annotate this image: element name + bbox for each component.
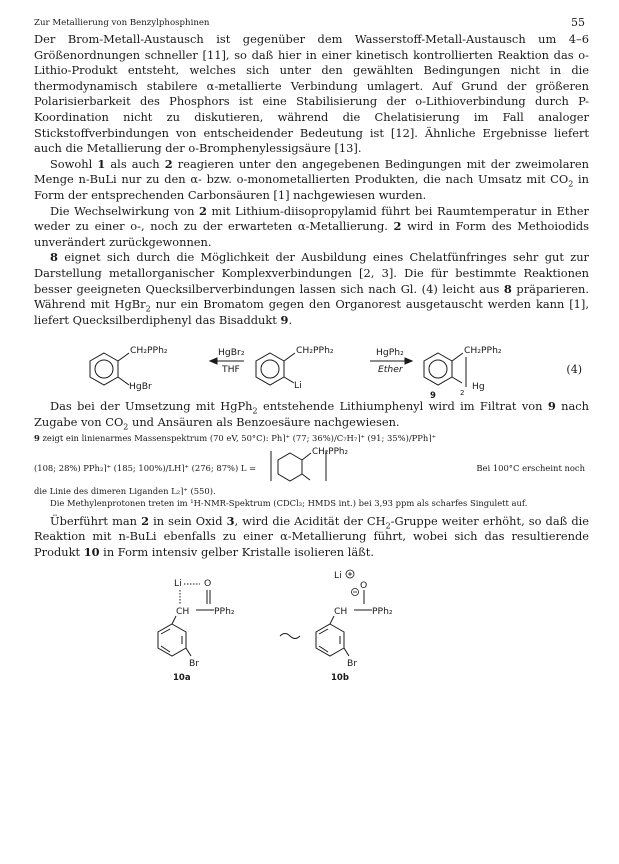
reaction-equation-4 (34, 331, 589, 399)
label-reagent-hgph2: HgPh₂ (376, 347, 404, 359)
label-solvent-ether: Ether (378, 364, 403, 376)
label-10b-br: Br (347, 658, 358, 670)
ligand-benzene-ring (278, 453, 302, 481)
page-number: 55 (571, 16, 585, 29)
nmr-note: Die Methylenprotonen treten im ¹H-NMR-Spektrum (CDCl₃; HMDS int.) bei 3,93 ppm als scharfes Singulett auf. (50, 498, 528, 509)
aromatic-circle-mid (261, 360, 279, 378)
label-compound-9: 9 (430, 391, 436, 400)
resonance-symbol (280, 634, 300, 639)
label-solvent-thf: THF (222, 364, 240, 376)
running-head: Zur Metallierung von Benzylphosphinen (34, 18, 210, 28)
ligand-label-ch2pph2: CH₂PPh₂ (312, 446, 348, 457)
label-10a-ch: CH (176, 606, 190, 618)
benzene-ring-right (424, 353, 452, 385)
paragraph-5: Das bei der Umsetzung mit HgPh$_2$ entstehende Lithiumphenyl wird im Filtrat von 9 nach Zugabe von $CO_2$ und Ansäuren als Benzoesäure nachgewiesen. (34, 399, 590, 432)
label-ch2pph2-right: CH₂PPh₂ (464, 345, 502, 357)
paragraph-2: Sowohl 1 als auch 2 reagieren unter den angegebenen Bedingungen mit der zweimolaren Menge n-BuLi nur zu den α- bzw. o-monometallierten Produkten, die nach Umsatz mit $CO_2$ in Form der entsprechenden Carbonsäuren [1] nachgewiesen wurden. (34, 156, 590, 202)
arrowhead-1 (210, 358, 217, 364)
label-10b-o: O (360, 580, 368, 592)
structures-10 (34, 564, 589, 682)
mass-spectrum-note: 9 zeigt ein linienarmes Massenspektrum (70 eV, 50°C): Ph⌉⁺ (77; 36%)/C₇H₇⌉⁺ (91; 35%)/PPh⌉⁺ (34, 433, 437, 444)
label-hgbr: HgBr (129, 381, 152, 393)
label-10a-br: Br (189, 658, 200, 670)
label-10a: 10a (173, 673, 191, 683)
label-10b-li: Li (334, 570, 342, 582)
page (34, 14, 589, 682)
label-ch2pph2-left: CH₂PPh₂ (130, 345, 168, 357)
label-hg: Hg (472, 381, 485, 393)
ligand-formula-row (34, 445, 589, 483)
arrowhead-2 (405, 358, 412, 364)
paragraph-8: Überführt man 2 in sein Oxid 3, wird die Acidität der $CH_2$-Gruppe weiter erhöht, so daß die Reaktion mit n-BuLi ebenfalls zu einer α-Metallierung führt, wobei sich das resultierende Produkt 10 in Form intensiv gelber Kristalle isolieren läßt. (34, 513, 589, 559)
label-10b: 10b (331, 673, 349, 683)
dimer-ligand-note: die Linie des dimeren Liganden L₂⌉⁺ (550). (34, 485, 216, 496)
mass-spectrum-note-tail: Bei 100°C erscheint noch (476, 462, 585, 473)
label-10b-pph2: PPh₂ (372, 606, 393, 618)
label-10a-o: O (204, 578, 212, 590)
label-ch2pph2-mid: CH₂PPh₂ (296, 345, 334, 357)
label-li: Li (294, 380, 302, 392)
benzene-ring-left (90, 353, 118, 385)
paragraph-3: Die Wechselwirkung von 2 mit Lithium-diisopropylamid führt bei Raumtemperatur in Ether weder zu einer o-, noch zu der erwarteten α-Metallierung. 2 wird in Form des Methoiodids unverändert zurückgewonnen. (34, 203, 589, 249)
benzene-ring-mid (256, 353, 284, 385)
page-header (34, 14, 589, 32)
label-10a-pph2: PPh₂ (214, 606, 235, 618)
paragraph-4: 8 eignet sich durch die Möglichkeit der Ausbildung eines Chelatfünfringes sehr gut zur Darstellung metallorganischer Komplexverbindungen [2, 3]. Die für bestimmte Reaktionen besser geeigneten Quecksilberverbindungen lassen sich nach Gl. (4) leicht aus 8 präparieren. Während mit HgBr$_2$ nur ein Bromatom gegen den Organorest ausgetauscht werden kann [1], liefert Quecksilberdiphenyl das Bisaddukt 9. (34, 250, 590, 327)
equation-number: (4) (566, 363, 582, 377)
aromatic-circle-right (429, 360, 447, 378)
paragraph-1: Der Brom-Metall-Austausch ist gegenüber dem Wasserstoff-Metall-Austausch um 4–6 Größenordnungen schneller [11], so daß hier in einer kinetisch kontrollierten Reaktion das o-Lithio-Produkt entsteht, welches sich unter den gewählten Bedingungen nicht in die thermodynamisch stabilere α-metallierte Verbindung umlagert. Auf Grund der größeren Polarisierbarkeit des Phosphors ist eine Stabilisierung der o-Lithioverbindung durch P-Koordination nicht zu diskutieren, während die Chelatisierung im Fall analoger Stickstoffverbindungen von entscheidender Bedeutung ist [12]. Ähnliche Ergebnisse liefert auch die Metallierung der o-Bromphenylessigsäure [13]. (34, 32, 589, 156)
label-10a-li: Li (174, 578, 182, 590)
label-subscript-2: 2 (460, 389, 465, 398)
label-reagent-hgbr2: HgBr₂ (218, 347, 245, 359)
aromatic-circle-left (95, 360, 113, 378)
mass-spectrum-note-line2: (108; 28%) PPh₂⌉⁺ (185; 100%)/LH⌉⁺ (276; 87%) L = (34, 462, 257, 473)
label-10b-ch: CH (334, 606, 348, 618)
reaction-scheme (34, 331, 589, 399)
